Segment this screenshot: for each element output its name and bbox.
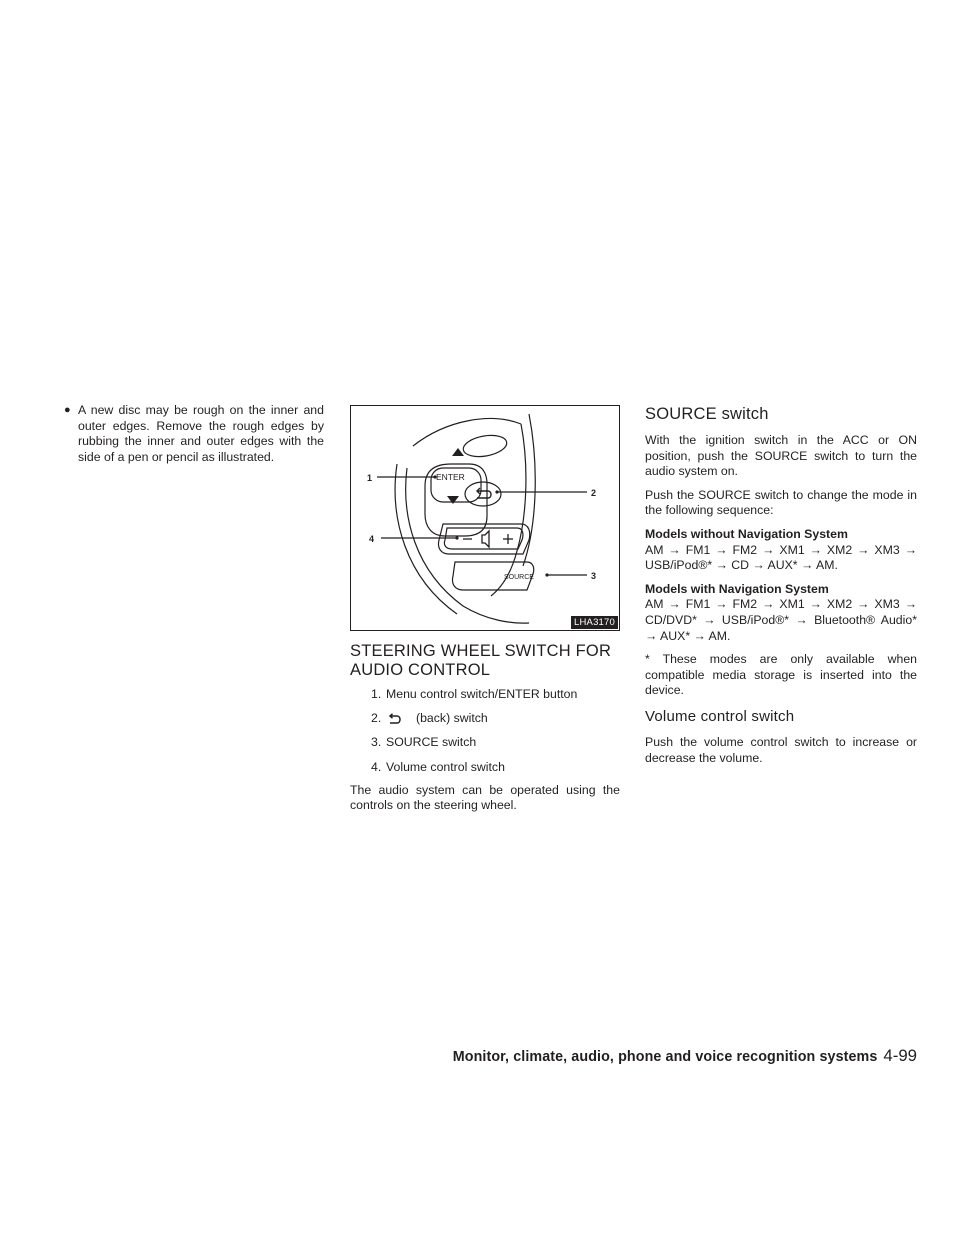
model-sequence-with-nav: AM → FM1 → FM2 → XM1 → XM2 → XM3 → CD/DVD* → USB/iPod®* → Bluetooth® Audio* → AUX* → AM. xyxy=(645,597,917,643)
bullet-icon: ● xyxy=(64,404,71,416)
list-text: Volume control switch xyxy=(386,759,505,774)
list-text: SOURCE switch xyxy=(386,735,477,750)
list-number: 3. xyxy=(371,735,382,750)
steering-wheel-diagram xyxy=(351,406,619,630)
volume-heading: Volume control switch xyxy=(645,707,795,725)
bullet-item xyxy=(64,403,324,465)
callout-3: 3 xyxy=(591,571,597,581)
list-item xyxy=(371,711,620,727)
callout-2: 2 xyxy=(591,488,597,498)
list-text: (back) switch xyxy=(416,711,488,726)
steering-heading: STEERING WHEEL SWITCH FOR AUDIO CONTROL xyxy=(350,642,612,679)
list-item xyxy=(371,687,620,703)
list-number: 4. xyxy=(371,759,382,774)
enter-label: ENTER xyxy=(436,472,465,482)
source-paragraph-2: Push the SOURCE switch to change the mode in the following sequence: xyxy=(645,487,917,518)
steering-paragraph: The audio system can be operated using the controls on the steering wheel. xyxy=(350,782,620,813)
numbered-list xyxy=(371,687,620,775)
source-label: SOURCE xyxy=(504,574,534,581)
steering-switch-illustration xyxy=(350,405,620,631)
source-column xyxy=(645,405,917,774)
bullet-text: A new disc may be rough on the inner and outer edges. Remove the rough edges by rubbing the inner and outer edges with the side of a pen or pencil as illustrated. xyxy=(78,403,324,464)
source-note: * These modes are only available when compatible media storage is inserted into the device. xyxy=(645,652,917,698)
list-item xyxy=(371,735,620,751)
source-heading: SOURCE switch xyxy=(645,405,769,423)
model-title-without-nav: Models without Navigation System xyxy=(645,526,848,541)
model-sequence-without-nav: AM → FM1 → FM2 → XM1 → XM2 → XM3 → USB/iPod®* → CD → AUX* → AM. xyxy=(645,542,917,573)
list-number: 2. xyxy=(371,711,382,726)
page-number: 4-99 xyxy=(883,1046,917,1065)
list-number: 1. xyxy=(371,687,382,701)
page-footer xyxy=(453,1046,917,1066)
model-title-with-nav: Models with Navigation System xyxy=(645,581,829,596)
disc-care-column xyxy=(64,403,324,465)
list-item xyxy=(371,760,620,776)
callout-4: 4 xyxy=(369,534,375,544)
list-text: Menu control switch/ENTER button xyxy=(386,687,578,701)
steering-column xyxy=(350,405,620,814)
figure-code: LHA3170 xyxy=(571,616,618,629)
footer-title: Monitor, climate, audio, phone and voice recognition systems xyxy=(452,1049,878,1065)
volume-paragraph: Push the volume control switch to increase or decrease the volume. xyxy=(645,734,917,765)
volume-glyphs xyxy=(463,531,513,547)
callout-1: 1 xyxy=(367,473,373,483)
back-arrow-icon xyxy=(386,713,402,725)
source-paragraph-1: With the ignition switch in the ACC or ON position, push the SOURCE switch to turn the audio system on. xyxy=(645,433,917,479)
